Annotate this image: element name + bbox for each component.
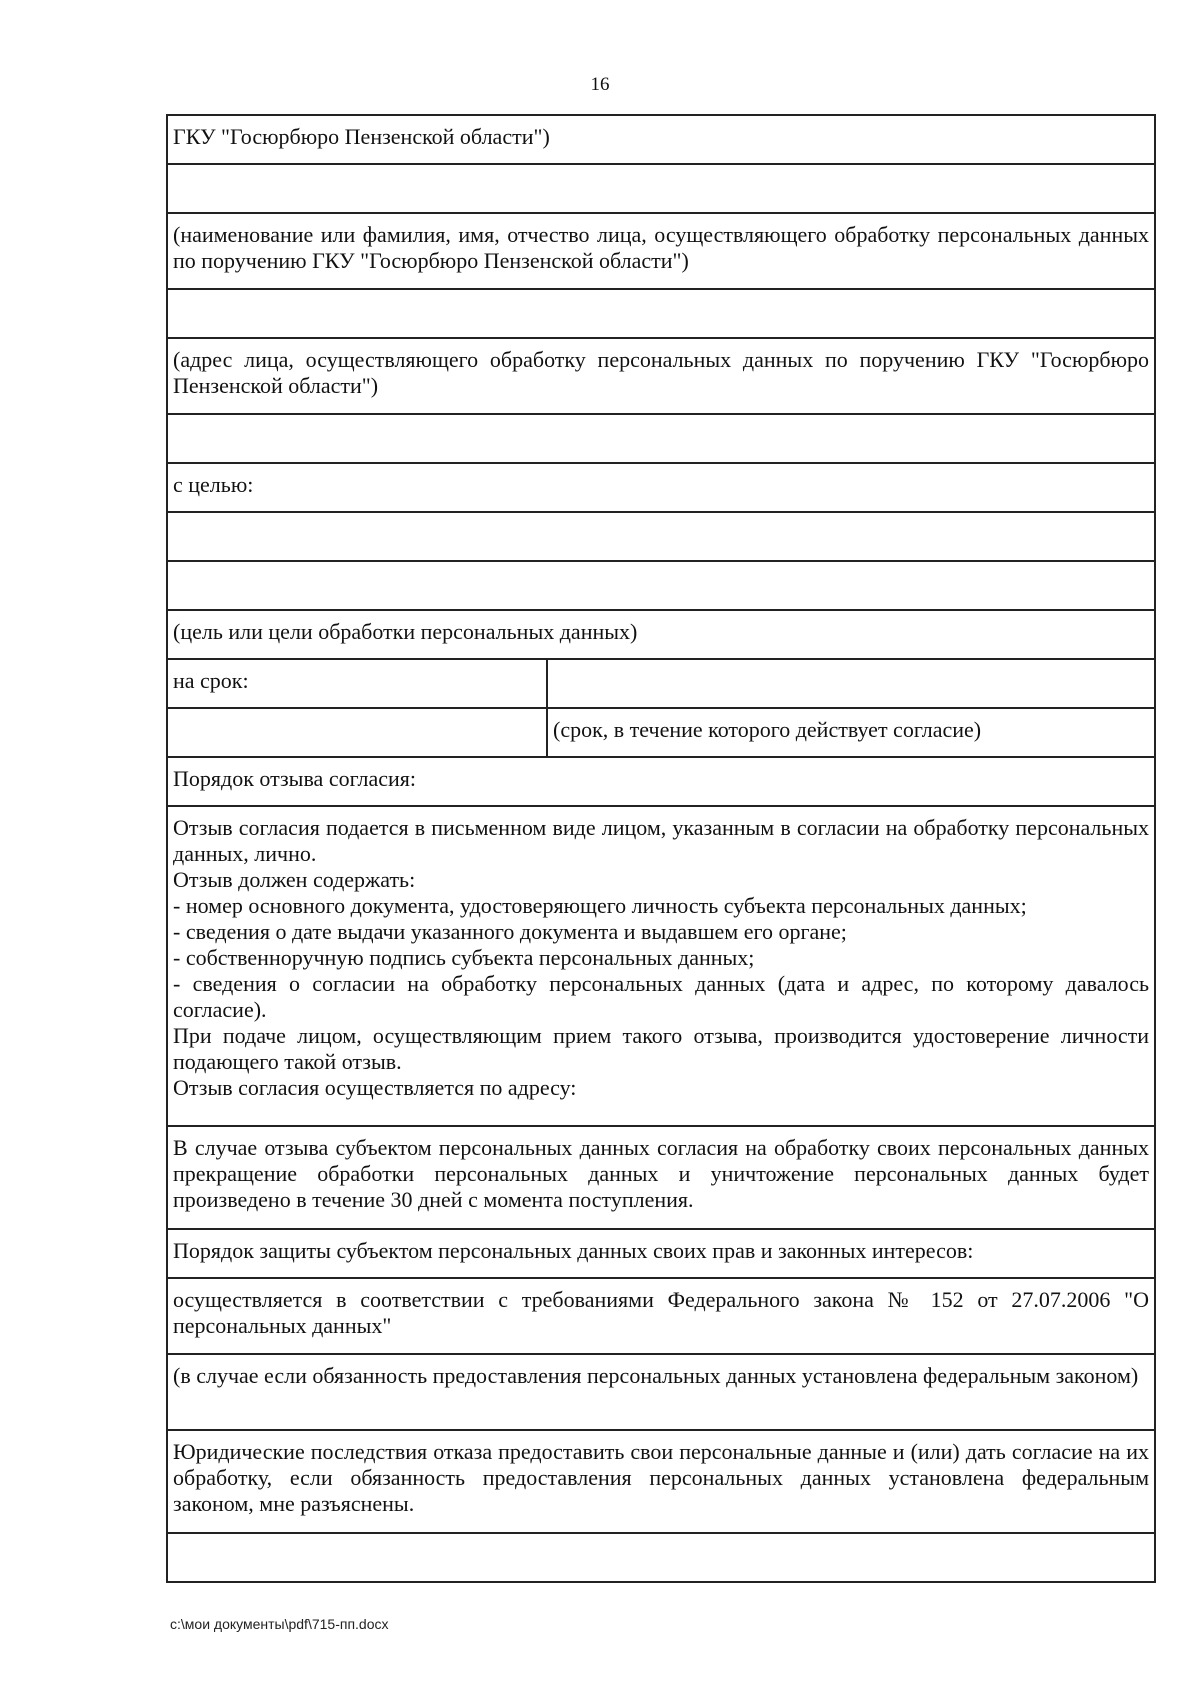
revocation-consequence: В случае отзыва субъектом персональных данных согласия на обработку своих персональных данных прекращение обработки персональных данных и уничтожение персональных данных будет произведено в течение 30 дней с момента поступления. xyxy=(167,1126,1155,1229)
processor-address-blank xyxy=(167,289,1155,338)
form-row xyxy=(167,1533,1155,1582)
term-value-blank xyxy=(547,659,1155,708)
form-row xyxy=(167,414,1155,463)
revocation-line: Отзыв должен содержать: xyxy=(173,867,416,892)
revocation-line: - номер основного документа, удостоверяющего личность субъекта персональных данных; xyxy=(173,893,1027,918)
form-row xyxy=(167,115,1155,164)
revocation-line: Отзыв согласия подается в письменном виде лицом, указанным в согласии на обработку персональных данных, лично. xyxy=(173,815,1150,866)
purpose-label: с целью: xyxy=(167,463,1155,512)
revocation-line: При подаче лицом, осуществляющим прием такого отзыва, производится удостоверение личности подающего такой отзыв. xyxy=(173,1023,1150,1074)
term-label: на срок: xyxy=(167,659,547,708)
federal-law-caption: (в случае если обязанность предоставления персональных данных установлена федеральным законом) xyxy=(167,1354,1155,1430)
form-row xyxy=(167,463,1155,512)
revocation-line: - сведения о согласии на обработку персональных данных (дата и адрес, по которому давалось согласие). xyxy=(173,971,1150,1022)
processor-address-caption: (адрес лица, осуществляющего обработку персональных данных по поручению ГКУ "Госюрбюро Пензенской области") xyxy=(167,338,1155,414)
form-row xyxy=(167,213,1155,289)
processor-name-blank xyxy=(167,164,1155,213)
signature-blank xyxy=(167,1533,1155,1582)
purpose-blank-2 xyxy=(167,561,1155,610)
legal-consequences: Юридические последствия отказа предоставить свои персональные данные и (или) дать согласие на их обработку, если обязанность предоставления персональных данных установлена федеральным законом, мне разъяснены. xyxy=(167,1430,1155,1533)
purpose-blank-1 xyxy=(167,512,1155,561)
form-row xyxy=(167,659,1155,708)
form-row xyxy=(167,561,1155,610)
revocation-line: Отзыв согласия осуществляется по адресу: xyxy=(173,1075,577,1100)
purpose-caption: (цель или цели обработки персональных данных) xyxy=(167,610,1155,659)
revocation-label: Порядок отзыва согласия: xyxy=(167,757,1155,806)
form-row xyxy=(167,164,1155,213)
address-blank xyxy=(167,414,1155,463)
protection-label: Порядок защиты субъектом персональных данных своих прав и законных интересов: xyxy=(167,1229,1155,1278)
form-row xyxy=(167,1354,1155,1430)
page-number: 16 xyxy=(590,74,610,95)
consent-form-table xyxy=(166,114,1156,1583)
form-row xyxy=(167,338,1155,414)
form-row xyxy=(167,1430,1155,1533)
revocation-line: - сведения о дате выдачи указанного документа и выдавшем его органе; xyxy=(173,919,847,944)
form-row xyxy=(167,806,1155,1126)
protection-text: осуществляется в соответствии с требованиями Федерального закона № 152 от 27.07.2006 "О персональных данных" xyxy=(167,1278,1155,1354)
form-row xyxy=(167,708,1155,757)
term-left-blank xyxy=(167,708,547,757)
form-row xyxy=(167,1278,1155,1354)
form-row xyxy=(167,757,1155,806)
form-row xyxy=(167,1229,1155,1278)
form-row xyxy=(167,289,1155,338)
footer-file-path: c:\мои документы\pdf\715-пп.docx xyxy=(170,1616,389,1632)
operator-name-continuation: ГКУ "Госюрбюро Пензенской области") xyxy=(167,115,1155,164)
form-row xyxy=(167,512,1155,561)
term-caption: (срок, в течение которого действует согласие) xyxy=(547,708,1155,757)
processor-name-caption: (наименование или фамилия, имя, отчество лица, осуществляющего обработку персональных данных по поручению ГКУ "Госюрбюро Пензенской области") xyxy=(167,213,1155,289)
revocation-procedure xyxy=(167,806,1155,1126)
form-row xyxy=(167,1126,1155,1229)
revocation-line: - собственноручную подпись субъекта персональных данных; xyxy=(173,945,755,970)
form-row xyxy=(167,610,1155,659)
